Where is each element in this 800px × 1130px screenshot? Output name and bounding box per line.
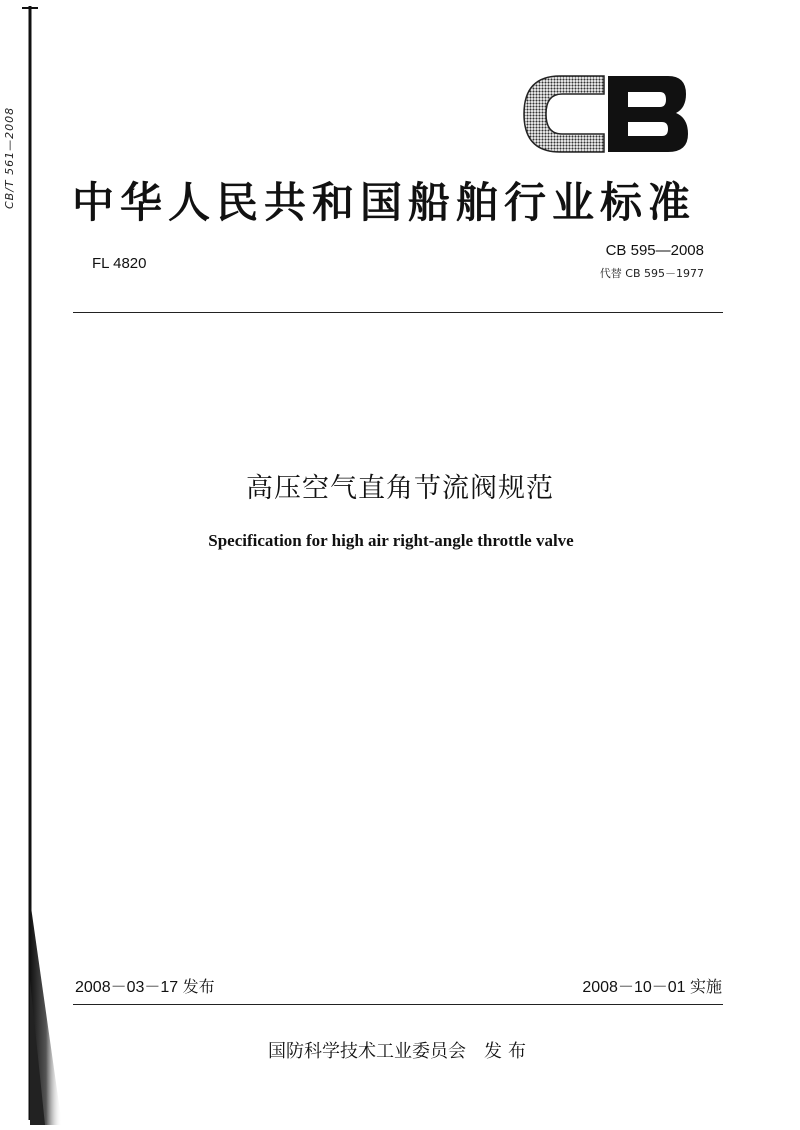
side-code: CB/T 561—2008 <box>3 106 16 210</box>
standard-number: CB 595—2008 <box>605 242 704 259</box>
standard-category-title: 中华人民共和国船舶行业标准 <box>72 178 697 227</box>
header-divider <box>73 312 723 313</box>
replaces-note: 代替 CB 595－1977 <box>599 267 704 280</box>
cb-logo <box>520 72 690 156</box>
classification-code: FL 4820 <box>92 255 147 272</box>
issuer-line <box>0 1037 800 1063</box>
issue-date: 2008－03－17 发布 <box>75 979 215 996</box>
document-title-chinese: 高压空气直角节流阀规范 <box>246 473 554 504</box>
implementation-date: 2008－10－01 实施 <box>582 979 722 996</box>
issuer-name: 国防科学技术工业委员会 <box>268 1041 466 1062</box>
document-title-english: Specification for high air right-angle throttle valve <box>208 531 574 550</box>
footer-divider <box>73 1004 723 1005</box>
issuer-verb: 发布 <box>484 1041 532 1062</box>
